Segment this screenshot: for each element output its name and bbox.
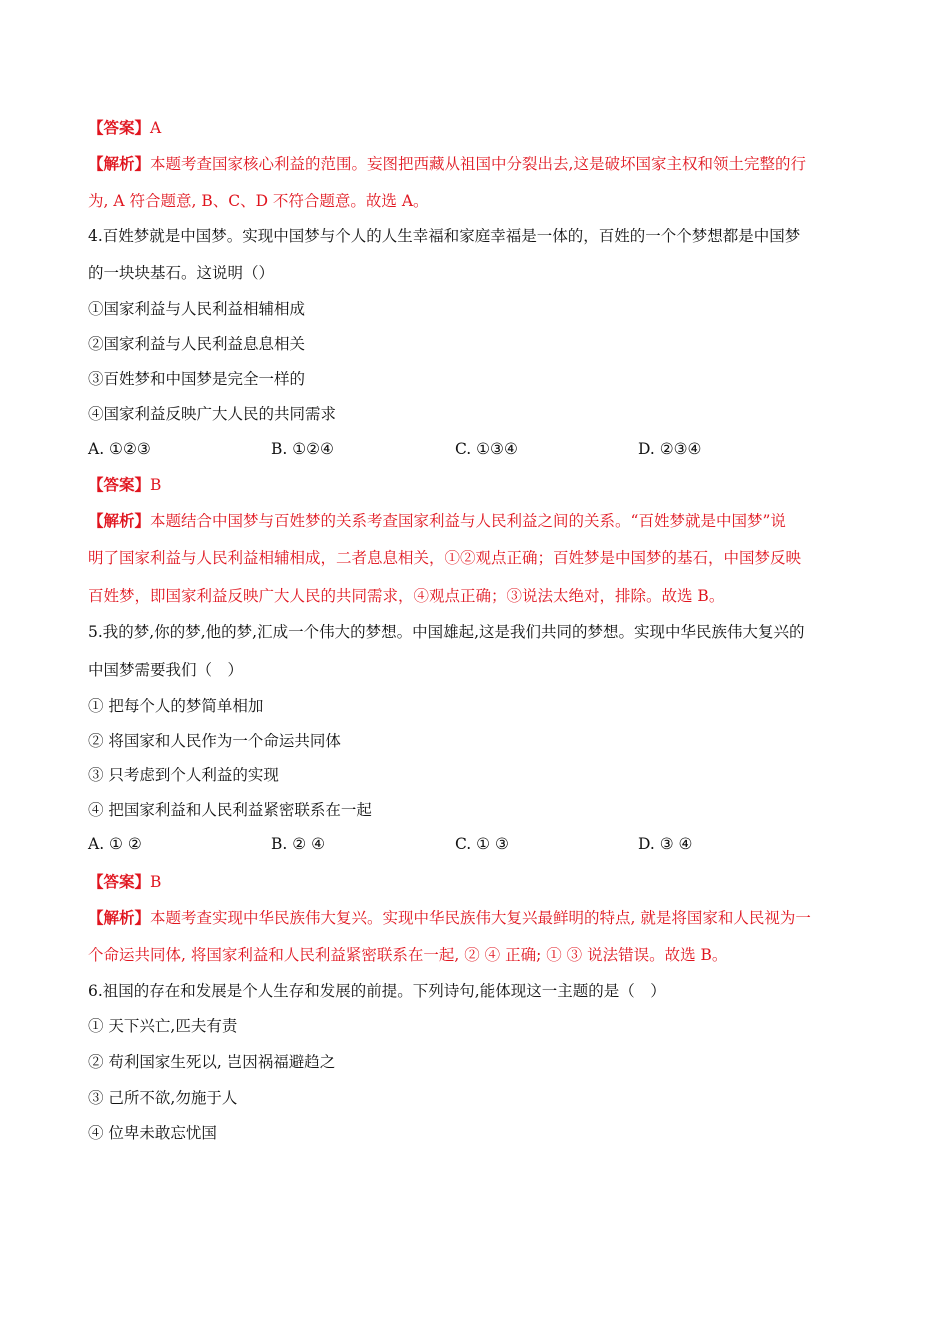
q5-analysis-line-1: 【解析】本题考查实现中华民族伟大复兴。实现中华民族伟大复兴最鲜明的特点, 就是将国家和人民视为一	[88, 908, 811, 927]
q6-statement-2: ② 苟利国家生死以, 岂因祸福避趋之	[88, 1053, 336, 1071]
q4-statement-2: ②国家利益与人民利益息息相关	[88, 335, 306, 353]
q6-statement-4: ④ 位卑未敢忘忧国	[88, 1124, 217, 1142]
q6-statement-1: ① 天下兴亡,匹夫有责	[88, 1017, 238, 1035]
q6-stem-line-1: 6.祖国的存在和发展是个人生存和发展的前提。下列诗句,能体现这一主题的是（ ）	[88, 982, 666, 1000]
q4-analysis-line-1: 【解析】本题结合中国梦与百姓梦的关系考查国家利益与人民利益之间的关系。“百姓梦就是中国梦”说	[88, 511, 786, 530]
q4-statement-1: ①国家利益与人民利益相辅相成	[88, 300, 306, 318]
q5-stem-line-2: 中国梦需要我们（ ）	[88, 661, 244, 679]
q3-analysis-line-2: 为, A 符合题意, B、C、D 不符合题意。故选 A。	[88, 192, 429, 210]
q4-analysis-line-3: 百姓梦，即国家利益反映广大人民的共同需求，④观点正确；③说法太绝对，排除。故选 B。	[88, 587, 725, 605]
q5-option-c: C. ① ③	[455, 835, 509, 853]
q5-statement-3: ③ 只考虑到个人利益的实现	[88, 766, 279, 784]
q5-statement-4: ④ 把国家利益和人民利益紧密联系在一起	[88, 801, 372, 819]
q4-option-c: C. ①③④	[455, 440, 518, 458]
q5-statement-2: ② 将国家和人民作为一个命运共同体	[88, 732, 341, 750]
q5-option-b: B. ② ④	[271, 835, 325, 853]
q4-analysis-line-2: 明了国家利益与人民利益相辅相成，二者息息相关，①②观点正确；百姓梦是中国梦的基石，中国梦反映	[88, 549, 802, 567]
answer-tag: 【答案】	[88, 118, 151, 137]
q6-statement-3: ③ 己所不欲,勿施于人	[88, 1089, 238, 1107]
q5-analysis-line-2: 个命运共同体, 将国家利益和人民利益紧密联系在一起, ② ④ 正确; ① ③ 说法错误。故选 B。	[88, 946, 728, 964]
q3-answer	[88, 118, 868, 138]
q4-option-d: D. ②③④	[638, 440, 702, 458]
q5-stem-line-1: 5.我的梦,你的梦,他的梦,汇成一个伟大的梦想。中国雄起,这是我们共同的梦想。实现中华民族伟大复兴的	[88, 623, 805, 641]
q5-option-a: A. ① ②	[88, 835, 142, 853]
answer-value: A	[150, 119, 162, 137]
q5-answer: 【答案】B	[88, 872, 162, 891]
q4-statement-4: ④国家利益反映广大人民的共同需求	[88, 405, 337, 423]
q4-option-a: A. ①②③	[88, 440, 151, 458]
q4-stem-line-1: 4.百姓梦就是中国梦。实现中国梦与个人的人生幸福和家庭幸福是一体的，百姓的一个个梦想都是中国梦	[88, 227, 801, 245]
analysis-tag: 【解析】	[88, 154, 151, 173]
q4-option-b: B. ①②④	[271, 440, 334, 458]
q4-stem-line-2: 的一块块基石。这说明（）	[88, 264, 275, 282]
q5-option-d: D. ③ ④	[638, 835, 693, 853]
q4-answer: 【答案】B	[88, 475, 162, 494]
q5-statement-1: ① 把每个人的梦简单相加	[88, 697, 264, 715]
q4-statement-3: ③百姓梦和中国梦是完全一样的	[88, 370, 306, 388]
q3-analysis-line-1: 【解析】本题考查国家核心利益的范围。妄图把西藏从祖国中分裂出去,这是破坏国家主权和领土完整的行	[88, 154, 806, 173]
